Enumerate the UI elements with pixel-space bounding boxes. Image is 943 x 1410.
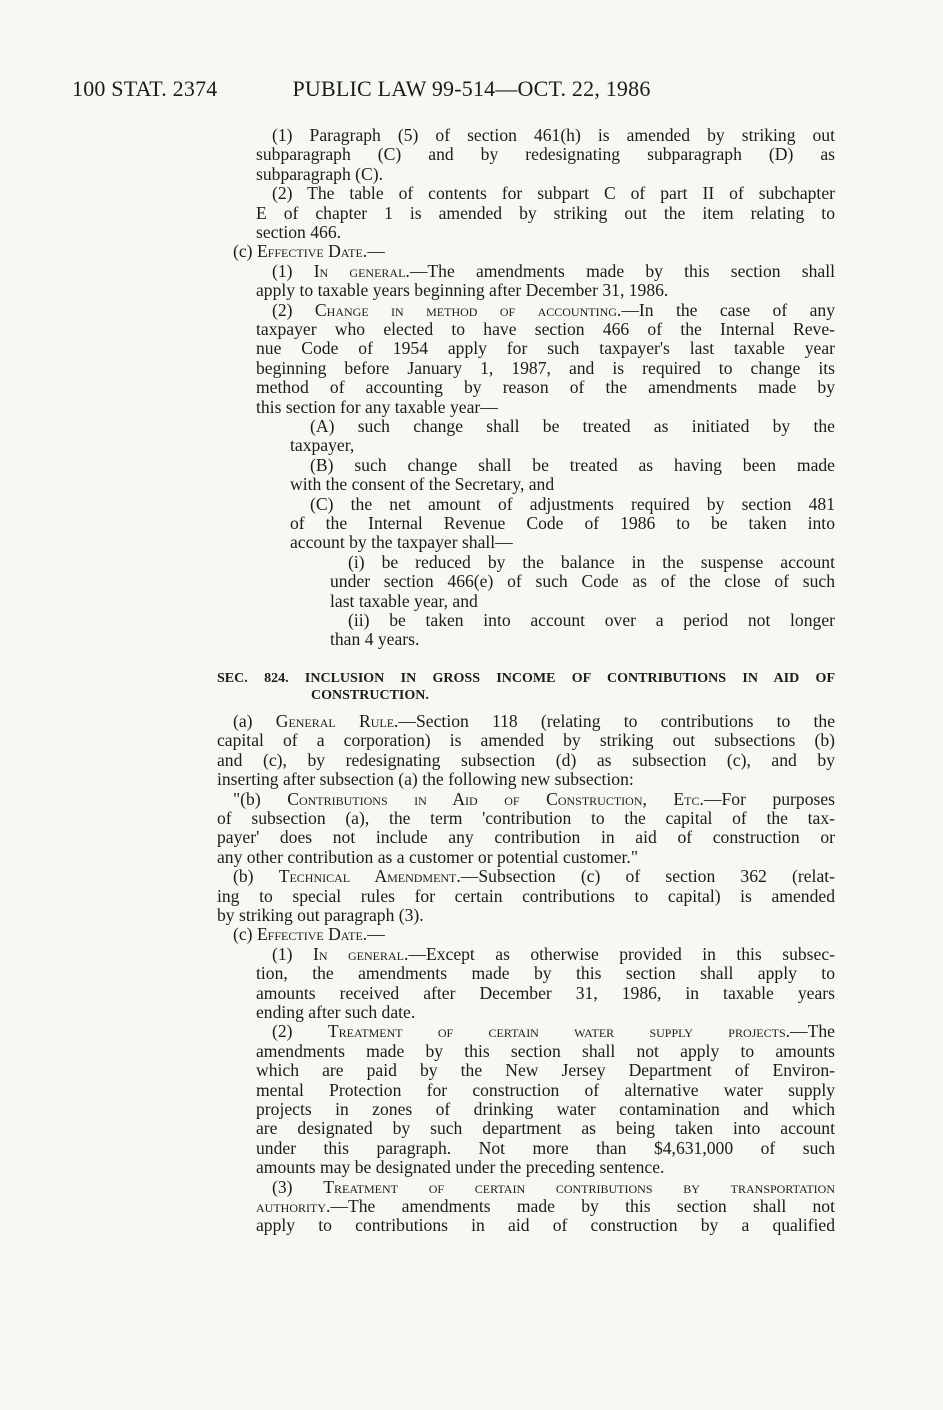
text-line: authority.—The amendments made by this section shall not <box>256 1196 835 1216</box>
text-line: by striking out paragraph (3). <box>217 905 424 925</box>
text-line: (ii) be taken into account over a period not longer <box>348 610 835 630</box>
text-line: under section 466(e) of such Code as of the close of such <box>330 571 835 592</box>
text-line: ing to special rules for certain contributions to capital) is amended <box>217 885 835 906</box>
text-line: (i) be reduced by the balance in the suspense account <box>348 551 835 572</box>
text-line: any other contribution as a customer or potential customer." <box>217 846 639 867</box>
text-line: "(b) Contributions in Aid of Construction, Etc.—For purposes <box>233 788 835 809</box>
text-line: (1) In general.—The amendments made by this section shall <box>272 260 835 281</box>
text-line: mental Protection for construction of alternative water supply <box>256 1079 835 1100</box>
text-line: and (c), by redesignating subsection (d) as subsection (c), and by <box>217 749 835 770</box>
text-line: method of accounting by reason of the amendments made by <box>256 377 835 398</box>
text-line: amounts received after December 31, 1986, in taxable years <box>256 982 835 1003</box>
text-line: (1) Paragraph (5) of section 461(h) is amended by striking out <box>272 125 835 145</box>
text-line: (a) General Rule.—Section 118 (relating to contributions to the <box>233 711 835 731</box>
subsection-heading: (c) Effective Date.— <box>233 924 385 945</box>
text-line: E of chapter 1 is amended by striking out the item relating to <box>256 202 835 223</box>
text-line: capital of a corporation) is amended by striking out subsections (b) <box>217 730 835 751</box>
text-line: beginning before January 1, 1987, and is required to change its <box>256 357 835 378</box>
text-line: of subsection (a), the term 'contribution to the capital of the tax- <box>217 808 835 828</box>
text-line: subparagraph (C). <box>256 163 384 184</box>
text-line: of the Internal Revenue Code of 1986 to be taken into <box>290 513 835 533</box>
text-line: apply to contributions in aid of construction by a qualified <box>256 1215 835 1236</box>
text-line: (1) In general.—Except as otherwise provided in this subsec- <box>272 943 836 964</box>
text-line: taxpayer who elected to have section 466 of the Internal Reve- <box>256 319 835 339</box>
text-line: which are paid by the New Jersey Department of Environ- <box>256 1060 835 1081</box>
text-line: amounts may be designated under the preceding sentence. <box>256 1157 665 1178</box>
text-line: payer' does not include any contribution in aid of construction or <box>217 827 835 848</box>
text-line: (B) such change shall be treated as having been made <box>310 454 835 475</box>
text-line: (C) the net amount of adjustments required by section 481 <box>310 493 835 514</box>
subsection-heading: (c) Effective Date.— <box>233 241 385 262</box>
page-stat-citation: 100 STAT. 2374 <box>72 76 218 101</box>
text-line: (3) Treatment of certain contributions by transportation <box>272 1176 835 1197</box>
text-line: subparagraph (C) and by redesignating subparagraph (D) as <box>256 144 835 165</box>
section-heading: SEC. 824. INCLUSION IN GROSS INCOME OF CONTRIBUTIONS IN AID OF <box>217 671 835 686</box>
text-line: section 466. <box>256 222 342 242</box>
text-line: apply to taxable years beginning after December 31, 1986. <box>256 280 669 301</box>
text-line: (2) Treatment of certain water supply projects.—The <box>272 1021 835 1042</box>
text-line: (2) The table of contents for subpart C of part II of subchapter <box>272 183 835 204</box>
text-line: nue Code of 1954 apply for such taxpayer's last taxable year <box>256 338 835 359</box>
text-line: are designated by such department as being taken into account <box>256 1118 835 1139</box>
text-line: this section for any taxable year— <box>256 396 498 417</box>
text-line: taxpayer, <box>290 435 355 456</box>
text-line: tion, the amendments made by this section shall apply to <box>256 963 835 984</box>
text-line: (b) Technical Amendment.—Subsection (c) of section 362 (relat- <box>233 866 836 887</box>
section-heading: CONSTRUCTION. <box>311 688 429 703</box>
text-line: projects in zones of drinking water contamination and which <box>256 1099 835 1119</box>
text-line: than 4 years. <box>330 629 420 650</box>
text-line: account by the taxpayer shall— <box>290 532 513 553</box>
text-line: ending after such date. <box>256 1002 416 1022</box>
text-line: amendments made by this section shall not apply to amounts <box>256 1040 835 1061</box>
text-line: with the consent of the Secretary, and <box>290 474 555 495</box>
text-line: (2) Change in method of accounting.—In the case of any <box>272 299 835 320</box>
text-line: last taxable year, and <box>330 590 478 611</box>
page-header-title: PUBLIC LAW 99-514—OCT. 22, 1986 <box>292 76 651 101</box>
text-line: (A) such change shall be treated as initiated by the <box>310 416 835 436</box>
text-line: under this paragraph. Not more than $4,631,000 of such <box>256 1137 835 1158</box>
text-line: inserting after subsection (a) the following new subsection: <box>217 769 634 790</box>
